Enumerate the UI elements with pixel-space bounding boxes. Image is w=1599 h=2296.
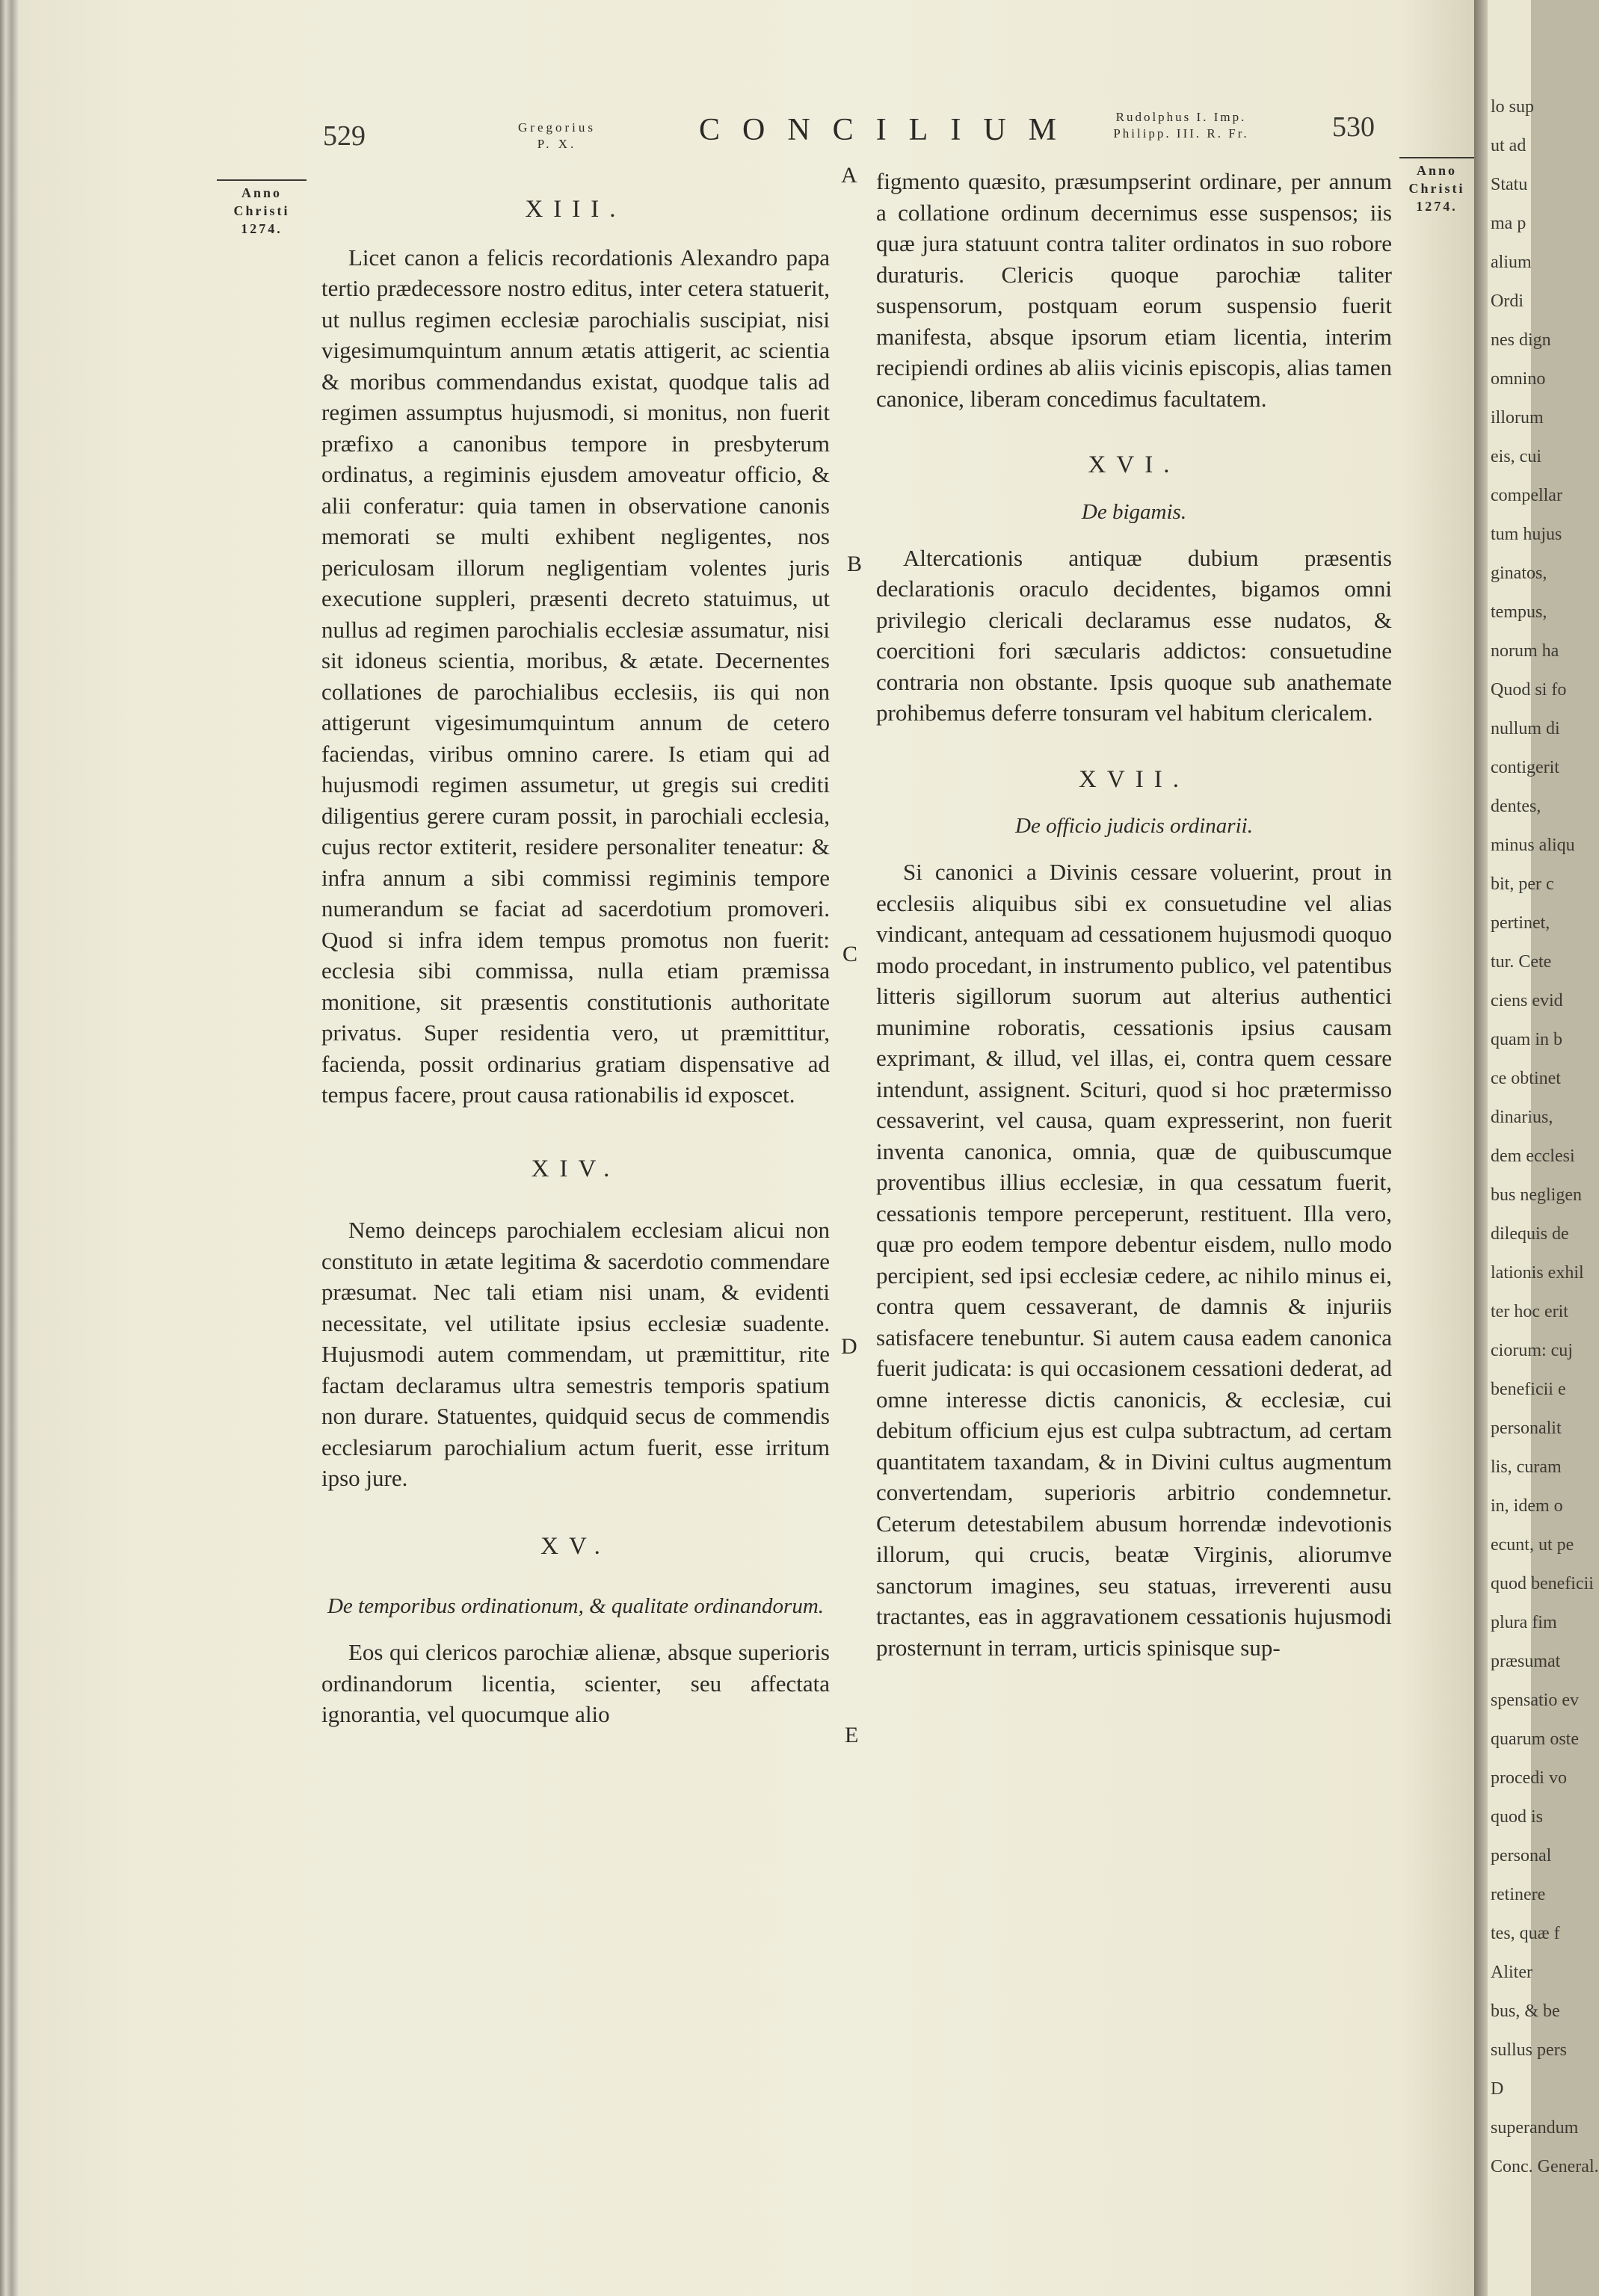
section-xvii-title: De officio judicis ordinarii.	[1015, 814, 1253, 838]
next-page-text-fragment: quod beneficii	[1491, 1574, 1594, 1593]
next-page-text-fragment: superandum	[1491, 2118, 1579, 2138]
next-page-text-fragment: ter hoc erit	[1491, 1302, 1568, 1321]
left-page-number: 529	[323, 120, 366, 152]
section-marker-e: E	[845, 1723, 859, 1747]
next-page-text-fragment: lationis exhil	[1491, 1263, 1584, 1283]
next-page-text-fragment: Conc. General.	[1491, 2157, 1599, 2176]
next-page-text-fragment: tes, quæ f	[1491, 1924, 1560, 1943]
section-marker-c: C	[842, 942, 858, 966]
margin-rule	[1399, 157, 1474, 158]
next-page-text-fragment: ut ad	[1491, 136, 1526, 155]
next-page-text-fragment: tempus,	[1491, 602, 1547, 622]
next-page-text-fragment: quam in b	[1491, 1030, 1562, 1049]
next-page-text-fragment: nes dign	[1491, 330, 1551, 350]
year-label: 1274.	[1416, 199, 1458, 214]
next-page-text-fragment: eis, cui	[1491, 447, 1541, 466]
next-page-text-fragment: ciorum: cuj	[1491, 1341, 1573, 1360]
next-page-text-fragment: omnino	[1491, 369, 1546, 389]
next-page-text-fragment: beneficii e	[1491, 1380, 1566, 1399]
next-page-text-fragment: Quod si fo	[1491, 680, 1567, 700]
section-xv-continuation: figmento quæsito, præsumpserint ordinare, per annum a collatione ordinum decernimus esse suspensos; iis quæ jura statuunt contra taliter ordinatos in suo robore duraturis. Clericis quoque parochiæ taliter suspensorum, postquam eorum suspensio fuerit manifesta, absque ipsorum etiam licentia, interim recipiendi ordines ab aliis vicinis episcopis, alias tamen canonice, liberam concedimus facultatem.	[876, 168, 1392, 412]
section-heading-xvi: XVI.	[1088, 451, 1180, 478]
book-gutter	[1474, 0, 1488, 2296]
next-page-text-fragment: compellar	[1491, 486, 1562, 505]
section-marker-b: B	[847, 552, 863, 576]
next-page-text-fragment: D	[1491, 2079, 1504, 2099]
christi-label: Christi	[1408, 181, 1465, 196]
next-page-text-fragment: Ordi	[1491, 291, 1523, 311]
next-page-text-fragment: bit, per c	[1491, 874, 1554, 894]
running-head-line: Gregorius	[518, 120, 596, 135]
next-page-text-fragment: Aliter	[1491, 1963, 1532, 1982]
section-xvi-title: De bigamis.	[1081, 499, 1187, 524]
next-page-text-fragment: pertinet,	[1491, 913, 1550, 933]
section-xv-title: De temporibus ordinationum, & qualitate ordinandorum.	[327, 1594, 825, 1618]
anno-label: Anno	[1416, 163, 1458, 178]
next-page-text-fragment: ecunt, ut pe	[1491, 1535, 1574, 1555]
year-label: 1274.	[241, 221, 283, 236]
section-marker-d: D	[841, 1334, 857, 1359]
left-text-column	[321, 166, 830, 1730]
next-page-text-fragment: Statu	[1491, 175, 1528, 194]
next-page-text-fragment: præsumat	[1491, 1652, 1561, 1671]
next-page-text-fragment: personal	[1491, 1846, 1552, 1866]
section-xiv-text: Nemo deinceps parochialem ecclesiam alicui non constituto in ætate legitima & sacerdotio commendare præsumat. Nec tali etiam nisi unam, & evidenti necessitate, vel utilitate ipsius ecclesiæ suadente. Hujusmodi autem commendam, ut præmittitur, rite factam declaramus ultra semestris temporis spatium non durare. Statuentes, quidquid secus de commendis ecclesiarum parochialium actum fuerit, esse irritum ipso jure.	[321, 1217, 830, 1491]
book-edge-left	[0, 0, 19, 2296]
next-page-text-fragment: tum hujus	[1491, 525, 1562, 544]
running-head-line: Philipp. III. R. Fr.	[1113, 126, 1249, 141]
right-text-column	[876, 166, 1392, 1663]
next-page-text-fragment: quarum oste	[1491, 1729, 1579, 1749]
section-marker-a: A	[841, 163, 857, 188]
running-head-line: Rudolphus I. Imp.	[1115, 110, 1247, 124]
right-page-number: 530	[1332, 111, 1375, 143]
next-page-text-fragment: illorum	[1491, 408, 1544, 428]
section-xvi-text: Altercationis antiquæ dubium præsentis declarationis oraculo decidentes, bigamos omni privilegio clericali declaramus esse nudatos, & coercitioni fori sæcularis addictos: consuetudine contraria non obstante. Ipsis quoque sub anathemate prohibemus deferre tonsuram vel habitum clericalem.	[876, 544, 1392, 726]
next-page-text-fragment: norum ha	[1491, 641, 1559, 661]
section-xvii-text: Si canonici a Divinis cessare voluerint, prout in ecclesiis aliquibus sibi ex consuetudine vel alias vindicant, antequam ad cessationem hujusmodi quoquo modo procedant, in instrumento publico, vel patentibus litteris sigillorum suorum aut alterius authentici munimine roboratis, cessationis ipsius causam exprimant, & illud, vel illas, ei, contra quem cessare intendunt, assignent. Scituri, quod si hoc prætermisso cessaverint, vel causa, quam expresserint, non fuerit inventa canonica, omnia, quæ de quibuscumque proventibus illius ecclesiæ, in qua cessatum fuerit, cessationis tempore perceperunt, restituent. Illa vero, quæ pro eodem tempore debentur eisdem, nullo modo percipient, sed ipsi ecclesiæ cedere, ac nihilo minus ei, contra quem cessaverant, de damnis & injuriis satisfacere tenebuntur. Si autem causa eadem canonica fuerit judicata: is qui occasionem cessationi dederat, ad omne interesse dictis canonicis, & ecclesiæ, cui debitum officium ejus est culpa subtractum, ad certam quantitatem taxandam, & in Divini cultus augmentum convertendam, superioris arbitrio condemnetur. Ceterum detestabilem abusum horrendæ indevotionis illorum, qui crucis, beatæ Virginis, aliorumve sanctorum imagines, seu statuas, irreverenti ausu tractantes, eas in aggravationem cessationis hujusmodi prosternunt in terram, urticis spinisque sup-	[876, 859, 1392, 1661]
next-page-text-fragment: dilequis de	[1491, 1224, 1569, 1244]
next-page-text-fragment: bus negligen	[1491, 1185, 1582, 1205]
next-page-text-fragment: dinarius,	[1491, 1108, 1553, 1127]
next-page-text-fragment: contigerit	[1491, 758, 1559, 777]
next-page-text-fragment: retinere	[1491, 1885, 1546, 1904]
next-page-text-fragment: ginatos,	[1491, 564, 1547, 583]
next-page-text-fragment: dentes,	[1491, 797, 1541, 816]
next-page-fragment	[1488, 0, 1599, 2296]
next-page-text-fragment: lo sup	[1491, 97, 1535, 117]
margin-anno-left	[217, 179, 306, 238]
next-page-text-fragment: in, idem o	[1491, 1496, 1563, 1516]
next-page-text-fragment: bus, & be	[1491, 2002, 1560, 2021]
section-heading-xiv: XIV.	[531, 1155, 620, 1182]
section-xv-text: Eos qui clericos parochiæ alienæ, absque superioris ordinandorum licentia, scienter, seu affectata ignorantia, vel quocumque alio	[321, 1639, 830, 1727]
next-page-text-fragment: personalit	[1491, 1419, 1562, 1438]
next-page-text-fragment: procedi vo	[1491, 1768, 1567, 1788]
next-page-text-fragment: alium	[1491, 253, 1532, 272]
next-page-text-fragment: ma p	[1491, 214, 1526, 233]
next-page-text-fragment: ciens evid	[1491, 991, 1563, 1010]
left-running-head	[493, 120, 620, 152]
next-page-text-fragment: spensatio ev	[1491, 1691, 1579, 1710]
next-page-text-fragment: dem ecclesi	[1491, 1147, 1575, 1166]
next-page-text-fragment: ce obtinet	[1491, 1069, 1561, 1088]
section-heading-xv: XV.	[540, 1532, 611, 1560]
anno-label: Anno	[241, 185, 283, 200]
section-heading-xiii: XIII.	[525, 196, 626, 223]
margin-anno-right	[1399, 157, 1474, 215]
right-running-head	[1080, 109, 1282, 142]
section-xiii-text: Licet canon a felicis recordationis Alexandro papa tertio prædecessore nostro editus, inter cetera statuerit, ut nullus regimen ecclesiæ parochialis suscipiat, nisi vigesimumquintum annum ætatis attigerit, ac scientia & moribus commendandus existat, quodque talis ad regimen assumptus hujusmodi, si monitus, non fuerit præfixo a canonibus tempore in presbyterum ordinatus, a regiminis ejusdem amoveatur officio, & alii conferatur: quia tamen in observatione canonis memorati se multi exhibent negligentes, nos periculosam illorum negligentiam volentes juris executione suppleri, præsenti decreto statuimus, ut nullus ad regimen parochialis ecclesiæ assumatur, nisi sit idoneus scientia, moribus, & ætate. Decernentes collationes de parochialibus ecclesiis, iis qui non attigerunt vigesimumquintum annum de cetero faciendas, viribus omnino carere. Is etiam qui ad hujusmodi regimen assumetur, ut gregis sui crediti diligentius gerere curam possit, in parochiali ecclesia, cujus rector extiterit, residere personaliter teneatur: & infra annum a sibi commissi regiminis tempore numerandum se faciat ad sacerdotium promoveri. Quod si infra idem tempus promotus non fuerit: ecclesia sibi commissa, nulla etiam præmissa monitione, sit præsentis constitutionis authoritate privatus. Super residentia vero, ut præmittitur, facienda, possit ordinarius gratiam dispensative ad tempus facere, prout causa rationabilis id exposcet.	[321, 244, 830, 1108]
next-page-text-fragment: lis, curam	[1491, 1457, 1562, 1477]
section-heading-xvii: XVII.	[1079, 765, 1189, 793]
next-page-text-fragment: minus aliqu	[1491, 836, 1575, 855]
next-page-text-fragment: tur. Cete	[1491, 952, 1552, 972]
margin-rule	[217, 179, 306, 181]
next-page-text-fragment: sullus pers	[1491, 2040, 1567, 2060]
next-page-text-fragment: plura fim	[1491, 1613, 1557, 1632]
next-page-text-fragment: quod is	[1491, 1807, 1544, 1827]
christi-label: Christi	[233, 203, 290, 218]
page-title: CONCILIUM	[699, 113, 1079, 147]
next-page-text-fragment: nullum di	[1491, 719, 1560, 738]
running-head-line: P. X.	[537, 137, 577, 151]
